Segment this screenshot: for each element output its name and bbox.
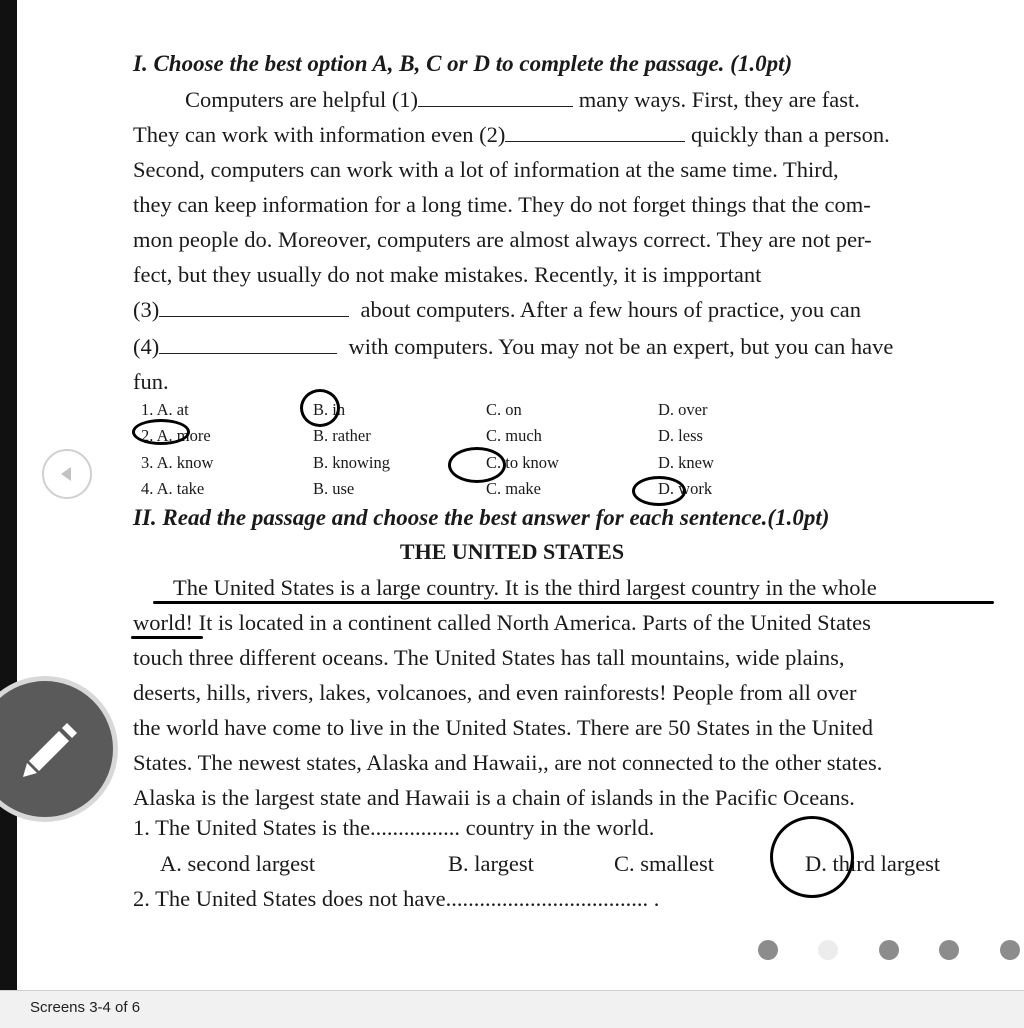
passage2-line2: world! It is located in a continent called North America. Parts of the United States bbox=[133, 610, 871, 635]
page-dot[interactable] bbox=[1000, 940, 1020, 960]
page-dot[interactable] bbox=[758, 940, 778, 960]
option-3b[interactable]: B. knowing bbox=[313, 453, 391, 472]
answer-circle-3 bbox=[448, 447, 506, 483]
question-1-option-a[interactable]: A. second largest bbox=[160, 851, 316, 876]
question-1-option-b[interactable]: B. largest bbox=[448, 851, 534, 876]
passage-title: THE UNITED STATES bbox=[399, 539, 625, 564]
blank-3 bbox=[159, 298, 349, 317]
passage2-line7: Alaska is the largest state and Hawaii is a chain of islands in the Pacific Oceans. bbox=[133, 785, 855, 810]
option-4d[interactable]: D. work bbox=[658, 479, 713, 498]
line-text: about computers. After a few hours of practice, you can bbox=[360, 297, 861, 322]
option-2c[interactable]: C. much bbox=[486, 426, 542, 445]
line-text: (3) bbox=[133, 297, 160, 322]
line-text: with computers. You may not be an expert, but you can have bbox=[348, 334, 894, 359]
passage2-line5: the world have come to live in the United States. There are 50 States in the United bbox=[133, 715, 874, 740]
option-2b[interactable]: B. rather bbox=[313, 426, 371, 445]
line-text: quickly than a person. bbox=[691, 122, 890, 147]
answer-circle-4 bbox=[632, 476, 686, 506]
page-dot-active[interactable] bbox=[818, 940, 838, 960]
passage2-line4: deserts, hills, rivers, lakes, volcanoes, and even rainforests! People from all over bbox=[133, 680, 857, 705]
pencil-icon bbox=[19, 717, 83, 781]
option-1a[interactable]: 1. A. at bbox=[141, 400, 189, 419]
question-2: 2. The United States does not have.................................... . bbox=[133, 886, 660, 911]
blank-1 bbox=[418, 88, 573, 107]
handwritten-underline bbox=[153, 601, 994, 604]
option-1c[interactable]: C. on bbox=[486, 400, 522, 419]
passage1-line8 bbox=[133, 329, 893, 364]
option-1b[interactable]: B. in bbox=[313, 400, 346, 419]
passage1-line4: they can keep information for a long time. They do not forget things that the com- bbox=[133, 192, 871, 217]
line-text: Computers are helpful (1) bbox=[185, 87, 419, 112]
handwritten-underline bbox=[131, 636, 203, 639]
option-4b[interactable]: B. use bbox=[313, 479, 355, 498]
blank-4 bbox=[159, 335, 337, 354]
passage2-line1: The United States is a large country. It is the third largest country in the whole bbox=[173, 575, 877, 600]
answer-circle-q1 bbox=[770, 816, 854, 898]
page-dot[interactable] bbox=[939, 940, 959, 960]
passage1-line3: Second, computers can work with a lot of information at the same time. Third, bbox=[133, 157, 839, 182]
option-2d[interactable]: D. less bbox=[658, 426, 703, 445]
passage1-line7 bbox=[133, 292, 861, 327]
option-4a[interactable]: 4. A. take bbox=[141, 479, 205, 498]
question-1-option-d[interactable]: D. third largest bbox=[805, 851, 941, 876]
passage2-line3: touch three different oceans. The United States has tall mountains, wide plains, bbox=[133, 645, 845, 670]
passage1-line5: mon people do. Moreover, computers are almost always correct. They are not per- bbox=[133, 227, 872, 252]
option-3c[interactable]: C. to know bbox=[486, 453, 559, 472]
option-2a[interactable]: 2. A. more bbox=[141, 426, 211, 445]
option-3d[interactable]: D. knew bbox=[658, 453, 714, 472]
left-border bbox=[0, 0, 17, 1027]
line-text: many ways. First, they are fast. bbox=[578, 87, 860, 112]
passage2-line6: States. The newest states, Alaska and Hawaii,, are not connected to the other states. bbox=[133, 750, 883, 775]
blank-2 bbox=[505, 123, 685, 142]
passage1-line9: fun. bbox=[133, 369, 169, 394]
question-1: 1. The United States is the................ country in the world. bbox=[133, 815, 655, 840]
line-text: (4) bbox=[133, 334, 160, 359]
chevron-left-icon bbox=[57, 464, 77, 484]
option-4c[interactable]: C. make bbox=[486, 479, 541, 498]
answer-circle-2 bbox=[132, 419, 190, 445]
section1-heading: I. Choose the best option A, B, C or D to complete the passage. (1.0pt) bbox=[133, 51, 793, 76]
option-1d[interactable]: D. over bbox=[658, 400, 708, 419]
status-bar bbox=[0, 990, 1024, 1028]
section2-heading: II. Read the passage and choose the best answer for each sentence.(1.0pt) bbox=[133, 505, 830, 530]
passage1-line2 bbox=[133, 117, 890, 152]
passage1-line6: fect, but they usually do not make mistakes. Recently, it is impportant bbox=[133, 262, 762, 287]
line-text: They can work with information even (2) bbox=[133, 122, 506, 147]
page-dot[interactable] bbox=[879, 940, 899, 960]
question-1-option-c[interactable]: C. smallest bbox=[614, 851, 714, 876]
screen-count: Screens 3-4 of 6 bbox=[30, 999, 141, 1016]
option-3a[interactable]: 3. A. know bbox=[141, 453, 214, 472]
page-indicator bbox=[755, 940, 1024, 962]
previous-page-button[interactable] bbox=[42, 449, 92, 499]
passage1-line1 bbox=[185, 82, 860, 117]
answer-circle-1 bbox=[300, 389, 340, 427]
